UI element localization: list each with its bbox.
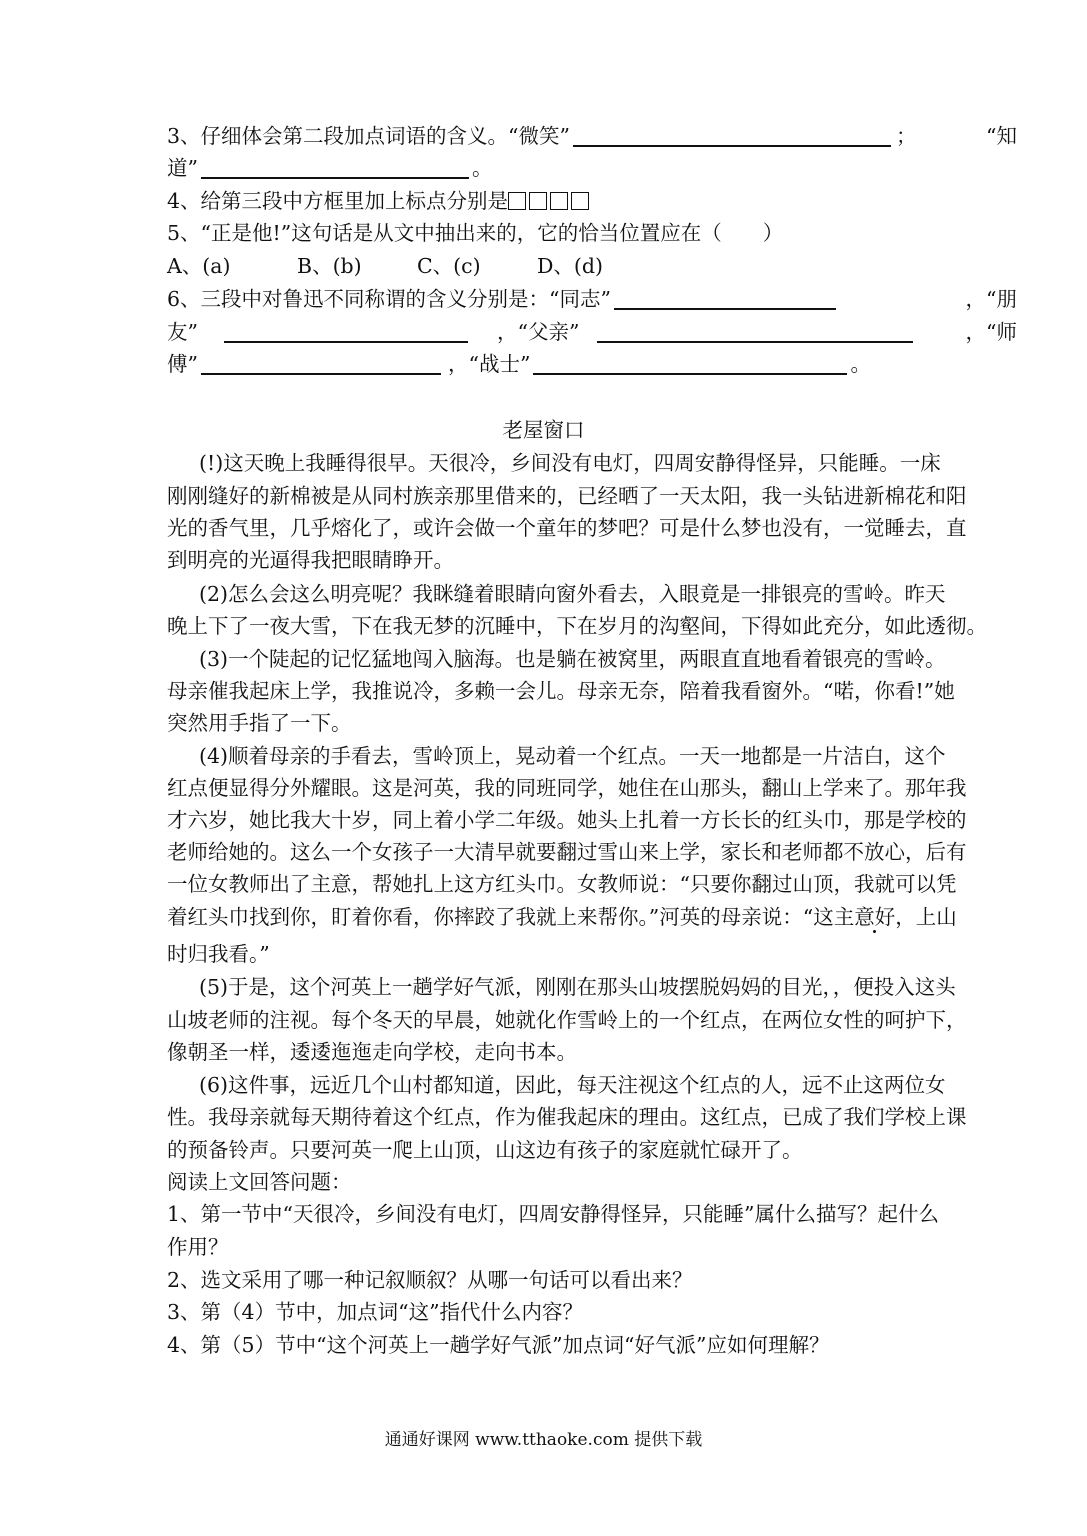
article-line: 老师给她的。这么一个女孩子一大清早就要翻过雪山来上学，家长和老师都不放心，后有 — [167, 840, 967, 864]
question-3-line-1 — [167, 122, 1017, 150]
punctuation-box[interactable] — [529, 192, 547, 210]
article-line: (6)这件事，远近几个山村都知道，因此，每天注视这个红点的人，远不止这两位女 — [199, 1073, 946, 1097]
question-6-text-4: ，“父亲” — [496, 320, 580, 344]
answer-blank[interactable] — [614, 288, 836, 310]
answer-blank[interactable] — [597, 321, 913, 343]
question-4-text: 4、给第三段中方框里加上标点分别是 — [167, 189, 509, 213]
question-6-text-7: ，“战士” — [447, 352, 531, 376]
answer-blank[interactable] — [224, 321, 468, 343]
option-c[interactable]: C、(c) — [417, 254, 481, 278]
question-3-text-2: “知 — [986, 124, 1017, 148]
answer-blank[interactable] — [201, 353, 441, 375]
option-b[interactable]: B、(b) — [297, 254, 362, 278]
answer-blank[interactable] — [201, 157, 469, 179]
reading-question: 4、第（5）节中“这个河英上一趟学好气派”加点词“好气派”应如何理解？ — [167, 1333, 830, 1357]
question-4-line — [167, 187, 1017, 215]
footer-text: 通通好课网 www.tthaoke.com 提供下载 — [384, 1430, 703, 1450]
article-title: 老屋窗口 — [502, 418, 585, 442]
reading-question: 3、第（4）节中，加点词“这”指代什么内容？ — [167, 1300, 584, 1324]
article-line: (3)一个陡起的记忆猛地闯入脑海。也是躺在被窝里，两眼直直地看着银亮的雪岭。 — [199, 647, 946, 671]
article-line: 的预备铃声。只要河英一爬上山顶，山这边有孩子的家庭就忙碌开了。 — [167, 1138, 803, 1162]
question-6-line-3 — [167, 350, 1017, 378]
article-line: 光的香气里，几乎熔化了，或许会做一个童年的梦吧？可是什么梦也没有，一觉睡去，直 — [167, 516, 967, 540]
question-6-text-2: ，“朋 — [965, 287, 1017, 311]
article-line: 晚上下了一夜大雪，下在我无梦的沉睡中，下在岁月的沟壑间，下得如此充分，如此透彻。 — [167, 614, 987, 638]
question-5-line — [167, 219, 1017, 247]
option-a[interactable]: A、(a) — [167, 254, 231, 278]
article-line: (4)顺着母亲的手看去，雪岭顶上，晃动着一个红点。一天一地都是一片洁白，这个 — [199, 744, 946, 768]
answer-blank[interactable] — [573, 125, 891, 147]
emphasis-dot — [873, 930, 876, 933]
punctuation-box[interactable] — [550, 192, 568, 210]
reading-question: 作用？ — [167, 1235, 229, 1259]
article-line: 像朝圣一样，逶逶迤迤走向学校，走向书本。 — [167, 1040, 577, 1064]
punctuation-box[interactable] — [571, 192, 589, 210]
question-6-end: 。 — [850, 352, 871, 376]
reading-questions-heading: 阅读上文回答问题： — [167, 1170, 352, 1194]
article-line: 母亲催我起床上学，我推说冷，多赖一会儿。母亲无奈，陪着我看窗外。“喏，你看!”她 — [167, 679, 955, 703]
question-3-separator: ； — [896, 124, 917, 148]
question-6-text-6: 傅” — [167, 352, 198, 376]
question-3-text-3: 道” — [167, 156, 198, 180]
article-line: 红点便显得分外耀眼。这是河英，我的同班同学，她住在山那头，翻山上学来了。那年我 — [167, 776, 967, 800]
question-6-line-2 — [167, 318, 1017, 346]
article-line: 着红头巾找到你，盯着你看，你摔跤了我就上来帮你。”河英的母亲说：“这主意好，上山 — [167, 905, 957, 929]
question-3-line-2 — [167, 154, 1017, 182]
question-6-text-5: ，“师 — [965, 320, 1017, 344]
question-3-end: 。 — [471, 156, 493, 180]
article-line: 一位女教师出了主意，帮她扎上这方红头巾。女教师说：“只要你翻过山顶，我就可以凭 — [167, 872, 957, 896]
option-d[interactable]: D、(d) — [537, 254, 604, 278]
article-line: (2)怎么会这么明亮呢？我眯缝着眼睛向窗外看去，入眼竟是一排银亮的雪岭。昨天 — [199, 582, 946, 606]
article-line: (5)于是，这个河英上一趟学好气派，刚刚在那头山坡摆脱妈妈的目光，，便投入这头 — [199, 975, 956, 999]
article-line: 才六岁，她比我大十岁，同上着小学二年级。她头上扎着一方长长的红头巾，那是学校的 — [167, 808, 967, 832]
question-3-text: 3、仔细体会第二段加点词语的含义。“微笑” — [167, 124, 571, 148]
reading-question: 1、第一节中“天很冷，乡间没有电灯，四周安静得怪异，只能睡”属什么描写？起什么 — [167, 1202, 940, 1226]
article-line: 性。我母亲就每天期待着这个红点，作为催我起床的理由。这红点，已成了我们学校上课 — [167, 1105, 967, 1129]
article-line: 山坡老师的注视。每个冬天的早晨，她就化作雪岭上的一个红点，在两位女性的呵护下， — [167, 1008, 967, 1032]
article-line: (!)这天晚上我睡得很早。天很冷，乡间没有电灯，四周安静得怪异，只能睡。一床 — [199, 451, 941, 475]
article-line: 到明亮的光逼得我把眼睛睁开。 — [167, 548, 454, 572]
question-6-text-3: 友” — [167, 320, 198, 344]
question-5-text: 5、“正是他!”这句话是从文中抽出来的，它的恰当位置应在（ ） — [167, 221, 784, 245]
answer-blank[interactable] — [533, 353, 847, 375]
reading-question: 2、选文采用了哪一种记叙顺叙？从哪一句话可以看出来？ — [167, 1268, 693, 1292]
question-6-line-1 — [167, 285, 1017, 313]
question-6-text: 6、三段中对鲁迅不同称谓的含义分别是：“同志” — [167, 287, 612, 311]
article-line: 突然用手指了一下。 — [167, 711, 352, 735]
article-line: 刚刚缝好的新棉被是从同村族亲那里借来的，已经晒了一天太阳，我一头钻进新棉花和阳 — [167, 484, 967, 508]
punctuation-box[interactable] — [508, 192, 526, 210]
article-line: 时归我看。” — [167, 942, 270, 966]
